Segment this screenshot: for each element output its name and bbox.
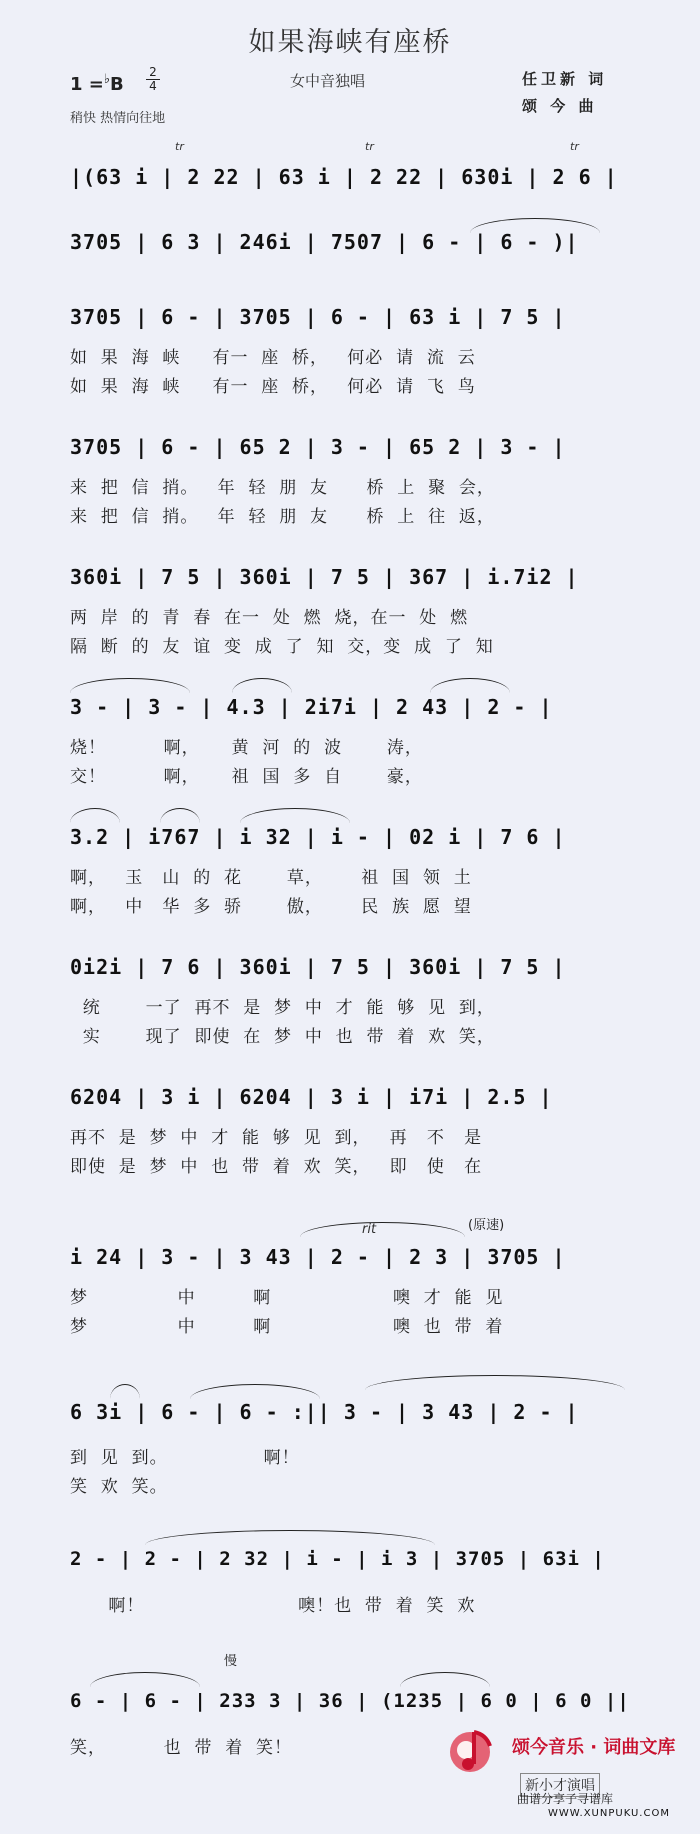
slur bbox=[145, 1530, 435, 1545]
trill-mark: tr bbox=[365, 140, 374, 153]
lyric-line: 即使 是 梦 中 也 带 着 欢 笑， 即 使 在 bbox=[70, 1157, 483, 1177]
slur bbox=[70, 678, 190, 693]
lyric-line: 来 把 信 捎。 年 轻 朋 友 桥 上 往 返， bbox=[70, 507, 495, 527]
lyric-line: 梦 中 啊 噢 才 能 见 bbox=[70, 1288, 504, 1308]
score-line-11: 6 3i | 6 - | 6 - :|| 3 - | 3 43 | 2 - | bbox=[70, 1400, 579, 1424]
performance-note: 女中音独唱 bbox=[290, 72, 366, 90]
performer-badge: 新小才演唱 bbox=[520, 1773, 600, 1797]
score-line-2: 3705 | 6 3 | 246i | 7507 | 6 - | 6 - )| bbox=[70, 230, 579, 254]
score-line-7: 3.2 | i767 | i 32 | i - | 02 i | 7 6 | bbox=[70, 825, 566, 849]
original-tempo-mark: (原速) bbox=[468, 1218, 505, 1233]
slur bbox=[470, 218, 600, 233]
lyric-line: 笑， 也 带 着 笑！ bbox=[70, 1738, 293, 1758]
composer-credit: 颂 今 曲 bbox=[522, 97, 598, 115]
trill-mark: tr bbox=[570, 140, 579, 153]
slur bbox=[400, 1672, 490, 1687]
slur bbox=[430, 678, 510, 693]
lyric-line: 梦 中 啊 噢 也 带 着 bbox=[70, 1317, 504, 1337]
slur bbox=[90, 1672, 200, 1687]
score-line-3: 3705 | 6 - | 3705 | 6 - | 63 i | 7 5 | bbox=[70, 305, 566, 329]
lyric-line: 啊， 中 华 多 骄 傲， 民 族 愿 望 bbox=[70, 897, 472, 917]
lyricist-credit: 任卫新 词 bbox=[522, 70, 608, 88]
brand-name: 颂今音乐 · 词曲文库 bbox=[512, 1737, 676, 1758]
score-line-13: 6 - | 6 - | 233 3 | 36 | (1235 | 6 0 | 6 0 || bbox=[70, 1690, 630, 1712]
score-line-6: 3 - | 3 - | 4.3 | 2i7i | 2 43 | 2 - | bbox=[70, 695, 553, 719]
score-line-5: 360i | 7 5 | 360i | 7 5 | 367 | i.7i2 | bbox=[70, 565, 579, 589]
lyric-line: 实 现了 即使 在 梦 中 也 带 着 欢 笑， bbox=[70, 1027, 495, 1047]
slur bbox=[232, 678, 292, 693]
slur bbox=[300, 1222, 465, 1237]
time-signature: 2 4 bbox=[146, 66, 160, 93]
site-label: 曲谱分享子寻谱库 bbox=[517, 1792, 614, 1806]
slur bbox=[160, 808, 200, 823]
lyric-line: 啊， 玉 山 的 花 草， 祖 国 领 土 bbox=[70, 868, 472, 888]
lyric-line: 来 把 信 捎。 年 轻 朋 友 桥 上 聚 会， bbox=[70, 478, 495, 498]
score-line-10: i 24 | 3 - | 3 43 | 2 - | 2 3 | 3705 | bbox=[70, 1245, 566, 1269]
lyric-line: 统 一了 再不 是 梦 中 才 能 够 见 到， bbox=[70, 998, 495, 1018]
score-line-1: |(63 i | 2 22 | 63 i | 2 22 | 630i | 2 6 | bbox=[70, 165, 618, 189]
slur bbox=[240, 808, 350, 823]
lyric-line: 两 岸 的 青 春 在一 处 燃 烧，在一 处 燃 bbox=[70, 608, 469, 628]
slur bbox=[110, 1384, 140, 1399]
lyric-line: 啊！ 噢！也 带 着 笑 欢 bbox=[70, 1596, 476, 1616]
lyric-line: 烧！ 啊， 黄 河 的 波 涛， bbox=[70, 738, 423, 758]
score-line-9: 6204 | 3 i | 6204 | 3 i | i7i | 2.5 | bbox=[70, 1085, 553, 1109]
site-url[interactable]: WWW.XUNPUKU.COM bbox=[548, 1808, 670, 1819]
tempo-marking: 稍快 热情向往地 bbox=[70, 111, 166, 126]
trill-mark: tr bbox=[175, 140, 184, 153]
lyric-line: 到 见 到。 啊！ bbox=[70, 1448, 300, 1468]
key-signature: 1 =♭B bbox=[70, 72, 124, 95]
slow-mark: 慢 bbox=[224, 1654, 238, 1669]
slur bbox=[70, 808, 120, 823]
music-note-logo-icon bbox=[446, 1720, 506, 1780]
lyric-line: 笑 欢 笑。 bbox=[70, 1477, 168, 1497]
score-line-8: 0i2i | 7 6 | 360i | 7 5 | 360i | 7 5 | bbox=[70, 955, 566, 979]
lyric-line: 再不 是 梦 中 才 能 够 见 到， 再 不 是 bbox=[70, 1128, 483, 1148]
rit-mark: rit bbox=[362, 1222, 377, 1237]
lyric-line: 隔 断 的 友 谊 变 成 了 知 交，变 成 了 知 bbox=[70, 637, 494, 657]
song-title: 如果海峡有座桥 bbox=[248, 27, 452, 58]
lyric-line: 如 果 海 峡 有一 座 桥， 何必 请 飞 鸟 bbox=[70, 377, 476, 397]
slur bbox=[190, 1384, 320, 1399]
score-line-12: 2 - | 2 - | 2 32 | i - | i 3 | 3705 | 63i | bbox=[70, 1548, 605, 1570]
slur bbox=[365, 1375, 625, 1390]
lyric-line: 如 果 海 峡 有一 座 桥， 何必 请 流 云 bbox=[70, 348, 476, 368]
score-line-4: 3705 | 6 - | 65 2 | 3 - | 65 2 | 3 - | bbox=[70, 435, 566, 459]
lyric-line: 交！ 啊， 祖 国 多 自 豪， bbox=[70, 767, 423, 787]
